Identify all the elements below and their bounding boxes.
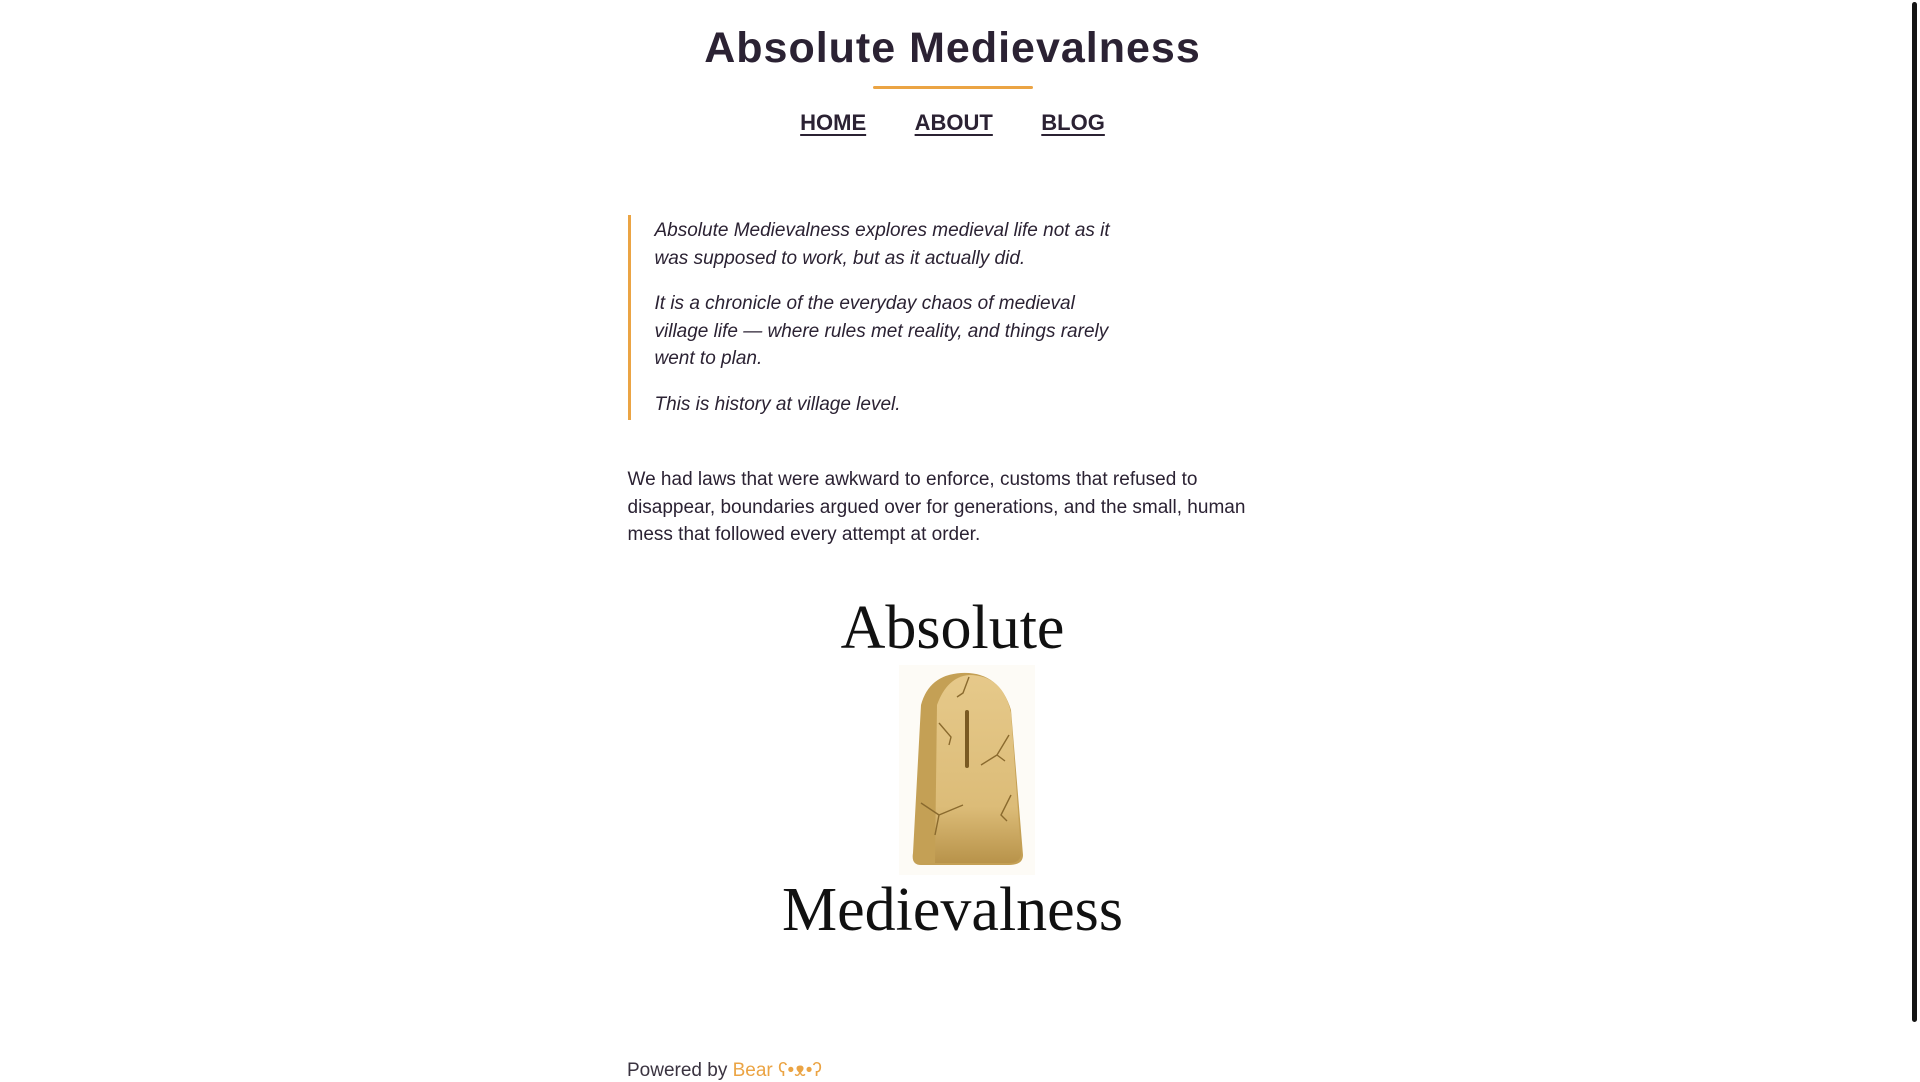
bear-link[interactable]: Bear ʕ•ᴥ•ʔ [732,1060,822,1081]
intro-paragraph: We had laws that were awkward to enforce, customs that refused to disappear, boundaries argued over for generations, and the small, human mess that followed every attempt at order. [627,469,1246,545]
site-title[interactable]: Absolute Medievalness [704,24,1201,72]
blockquote-paragraph: It is a chronicle of the everyday chaos of medieval village life — where rules met reality, and things rarely went to plan. [654,293,1109,369]
intro-blockquote [628,215,1125,420]
nav-blog[interactable]: BLOG [1041,110,1105,135]
standing-stone-icon [899,665,1035,875]
nav-about[interactable]: ABOUT [914,110,993,135]
logo-word-medievalness: Medievalness [782,875,1123,944]
site-header [0,0,1905,140]
site-logo-image [783,595,1123,955]
powered-by-text [627,1060,1277,1082]
title-accent-rule [873,86,1033,89]
site-footer [627,1060,1277,1082]
page-scrollbar[interactable] [1912,2,1917,1022]
logo-word-absolute: Absolute [840,593,1065,662]
main-nav [0,110,1905,140]
blockquote-paragraph: Absolute Medievalness explores medieval life not as it was supposed to work, but as it actually did. [654,220,1110,269]
blockquote-paragraph: This is history at village level. [654,393,901,415]
nav-home[interactable]: HOME [800,110,867,135]
powered-by-label: Powered by [627,1060,733,1081]
main-content [628,140,1278,955]
